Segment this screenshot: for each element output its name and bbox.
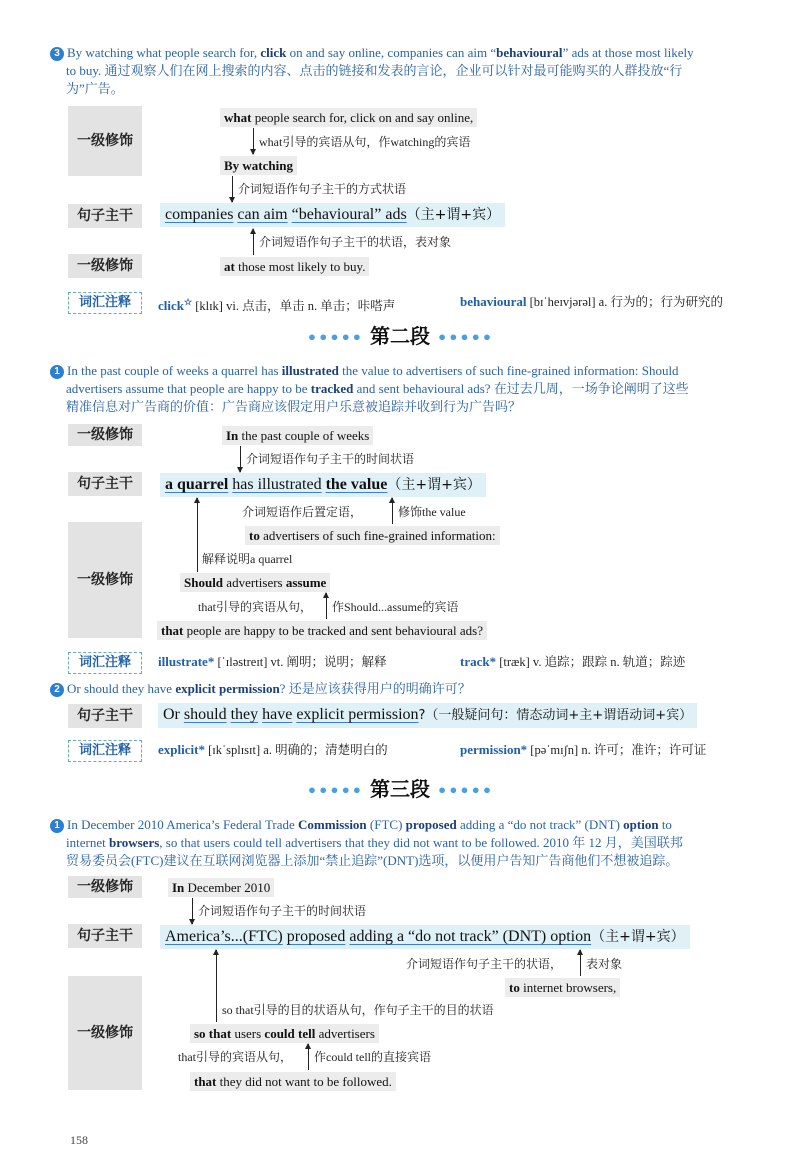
level1-modifier-label: 一级修饰: [68, 254, 142, 278]
grammar-note: 表对象: [586, 957, 623, 971]
vocab-entry: track* [træk] v. 追踪；跟踪 n. 轨道；踪迹: [460, 654, 686, 669]
grammar-note: 介词短语作后置定语，: [242, 505, 363, 519]
grammar-note: 介词短语作句子主干的时间状语: [246, 452, 415, 466]
vocab-entry: explicit* [ɪkˈsplɪsɪt] a. 明确的；清楚明白的: [158, 742, 388, 757]
grammar-note: that引导的宾语从句，: [178, 1050, 292, 1064]
vocab-entry: click☆ [klɪk] vi. 点击，单击 n. 单击；咔嗒声: [158, 297, 396, 313]
sentence-number-badge: 3: [50, 47, 64, 61]
up-arrow: [580, 950, 581, 976]
sentence-trunk: Or should they have explicit permission?（一般疑问句：情态动词+主+谓语动词+宾）: [158, 703, 697, 728]
down-arrow: [253, 128, 254, 154]
sentence-trunk-label: 句子主干: [68, 924, 142, 948]
sentence-3-translation-2: 为”广告。: [66, 81, 124, 96]
modifier-phrase: so that users could tell advertisers: [190, 1024, 379, 1043]
vocab-highlight: behavioural: [496, 45, 563, 60]
sentence-2-english: 2 Or should they have explicit permission? 还是应该获得用户的明确许可？: [50, 680, 770, 697]
vocab-highlight: illustrated: [281, 363, 339, 378]
grammar-note: 修饰the value: [398, 505, 466, 519]
level1-modifier-label: 一级修饰: [68, 106, 142, 176]
vocab-highlight: Commission: [298, 817, 367, 832]
modifier-phrase: that they did not want to be followed.: [190, 1072, 396, 1091]
up-arrow: [392, 498, 393, 524]
grammar-note: 介词短语作句子主干的状语，: [406, 957, 563, 971]
sentence-1-line2: internet browsers, so that users could tell advertisers that they did not want to be followed. 2010 年 12 月，美国联邦: [66, 835, 683, 850]
sentence-trunk-label: 句子主干: [68, 704, 142, 728]
sentence-trunk: a quarrel has illustrated the value（主+谓+宾）: [160, 473, 486, 497]
sentence-3-english: [50, 44, 770, 61]
text: ” ads at those most likely: [562, 45, 694, 60]
up-arrow: [253, 229, 254, 255]
sentence-3-translation-1: to buy. 通过观察人们在网上搜索的内容、点击的链接和发表的言论，企业可以针对最可能购买的人群投放“行: [66, 63, 683, 78]
vocab-annotation-label: 词汇注释: [68, 740, 142, 762]
modifier-phrase: that people are happy to be tracked and sent behavioural ads?: [157, 621, 487, 640]
grammar-note: 介词短语作句子主干的状语，表对象: [259, 235, 452, 249]
vocab-entry: behavioural [bɪˈheɪvjərəl] a. 行为的；行为研究的: [460, 294, 723, 309]
vocab-annotation-label: 词汇注释: [68, 292, 142, 314]
vocab-highlight: tracked: [310, 381, 354, 396]
page-number: 158: [70, 1133, 88, 1147]
vocab-highlight: proposed: [405, 817, 457, 832]
modifier-phrase: to internet browsers,: [505, 978, 620, 997]
sentence-1-translation: 精准信息对广告商的价值：广告商应该假定用户乐意被追踪并收到行为广告吗？: [66, 399, 522, 414]
grammar-note: so that引导的目的状语从句，作句子主干的目的状语: [222, 1003, 494, 1017]
text: on and say online, companies can aim “: [286, 45, 497, 60]
grammar-note: 介词短语作句子主干的时间状语: [198, 904, 367, 918]
sentence-1-translation: 贸易委员会(FTC)建议在互联网浏览器上添加“禁止追踪”(DNT)选项，以便用户告知广告商他们不想被追踪。: [66, 853, 679, 868]
sentence-trunk: companies can aim “behavioural” ads（主+谓+宾）: [160, 203, 505, 227]
down-arrow: [240, 446, 241, 472]
modifier-phrase: In the past couple of weeks: [222, 426, 373, 445]
sentence-number-badge: 1: [50, 819, 64, 833]
sentence-trunk-label: 句子主干: [68, 472, 142, 496]
vocab-entry: permission* [pəˈmɪʃn] n. 许可；准许；许可证: [460, 742, 707, 757]
up-arrow: [216, 950, 217, 1022]
vocab-highlight: browsers: [108, 835, 160, 850]
sentence-1-english: 1 In December 2010 America’s Federal Trade Commission (FTC) proposed adding a “do not track” (DNT) option to: [50, 816, 770, 833]
sentence-trunk-label: 句子主干: [68, 204, 142, 228]
up-arrow: [197, 498, 198, 572]
modifier-phrase: Should advertisers assume: [180, 573, 330, 592]
grammar-note: that引导的宾语从句，: [198, 600, 312, 614]
level1-modifier-label: 一级修饰: [68, 876, 142, 898]
section-heading: ••••• 第三段 •••••: [306, 777, 494, 801]
up-arrow: [308, 1044, 309, 1070]
modifier-phrase: In December 2010: [168, 878, 274, 897]
vocab-highlight: explicit permission: [175, 681, 280, 696]
grammar-note: 介词短语作句子主干的方式状语: [238, 182, 407, 196]
sentence-1-english: 1 In the past couple of weeks a quarrel has illustrated the value to advertisers of such fine-grained information: Should: [50, 362, 770, 379]
vocab-highlight: click: [260, 45, 287, 60]
section-heading: ••••• 第二段 •••••: [306, 324, 494, 348]
level1-modifier-label: 一级修饰: [68, 424, 142, 446]
sentence-number-badge: 1: [50, 365, 64, 379]
modifier-phrase: By watching: [220, 156, 297, 175]
grammar-note: 解释说明a quarrel: [202, 552, 293, 566]
down-arrow: [192, 898, 193, 924]
grammar-note: 作Should...assume的宾语: [332, 600, 459, 614]
up-arrow: [326, 593, 327, 619]
text: By watching what people search for,: [67, 45, 261, 60]
vocab-entry: illustrate* [ˈɪləstreɪt] vt. 阐明；说明；解释: [158, 654, 387, 669]
vocab-annotation-label: 词汇注释: [68, 652, 142, 674]
grammar-note: 作could tell的直接宾语: [314, 1050, 431, 1064]
modifier-phrase: to advertisers of such fine-grained information:: [245, 526, 500, 545]
level1-modifier-label: 一级修饰: [68, 522, 142, 638]
sentence-number-badge: 2: [50, 683, 64, 697]
sentence-trunk: America’s...(FTC) proposed adding a “do not track” (DNT) option（主+谓+宾）: [160, 925, 690, 949]
grammar-note: what引导的宾语从句，作watching的宾语: [259, 135, 471, 149]
sentence-1-line2: advertisers assume that people are happy to be tracked and sent behavioural ads? 在过去几周，一场争论阐明了这些: [66, 381, 689, 396]
down-arrow: [232, 176, 233, 202]
modifier-phrase: what people search for, click on and say online,: [220, 108, 477, 127]
vocab-highlight: option: [623, 817, 659, 832]
level1-modifier-label: 一级修饰: [68, 976, 142, 1090]
modifier-phrase: at those most likely to buy.: [220, 257, 369, 276]
